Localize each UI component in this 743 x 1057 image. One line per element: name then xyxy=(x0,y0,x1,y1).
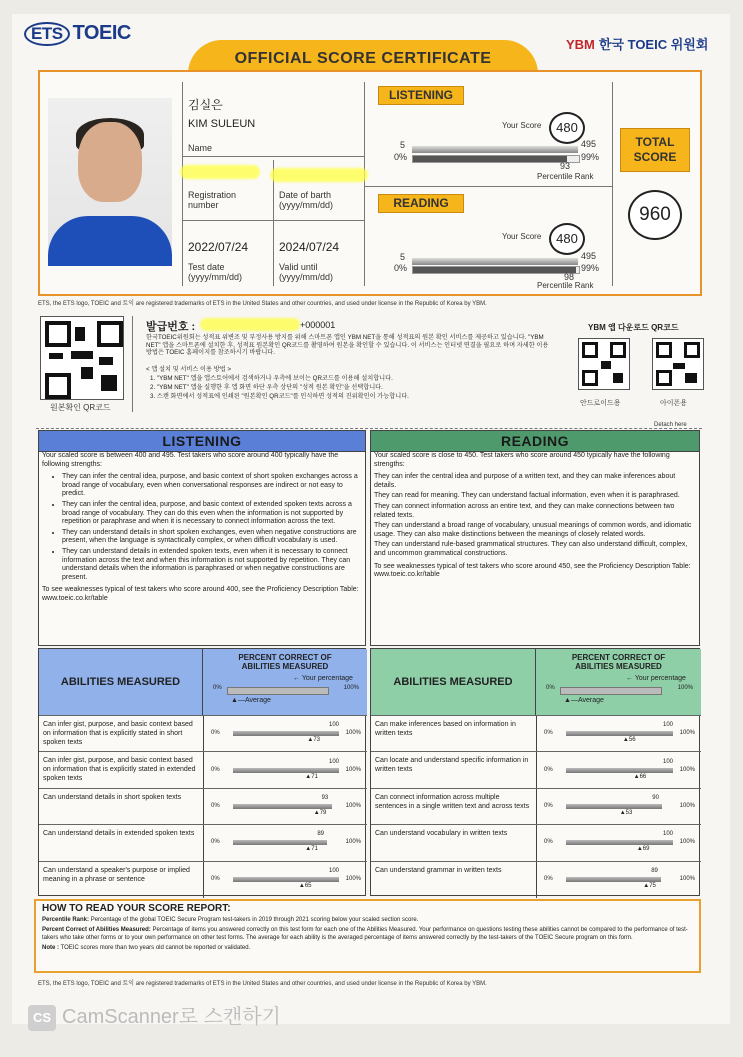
listening-max: 495 xyxy=(581,139,597,149)
reading-abilities-table xyxy=(370,648,700,896)
reading-strength: They can understand rule-based grammatical structures. They can also understand difficult, complex, and uncommon grammatical constructions. xyxy=(374,541,688,557)
hundred-label: 100% xyxy=(343,685,359,691)
reading-percentile-track xyxy=(412,266,580,274)
download-qr-title: YBM 앱 다운로드 QR코드 xyxy=(588,323,679,332)
divider xyxy=(182,220,364,221)
ability-row xyxy=(39,788,367,824)
percentile-rank-label: Percentile Rank: xyxy=(42,917,90,923)
listening-intro: Your scaled score is between 400 and 495. Test takers who score around 400 typically have the following strengths: xyxy=(42,452,339,468)
hundred-label: 100% xyxy=(345,766,361,773)
ability-row xyxy=(371,715,701,751)
average-legend: ▲—Average xyxy=(231,697,271,704)
your-percentage-value: 100 xyxy=(663,722,674,729)
average-value: ▲65 xyxy=(298,882,312,889)
zero-label: 0% xyxy=(211,802,220,809)
hundred-label: 100% xyxy=(677,685,693,691)
verify-steps-title: < 앱 설치 및 서비스 이용 방법 > xyxy=(146,366,232,373)
hundred-label: 100% xyxy=(679,766,695,773)
zero-label: 0% xyxy=(211,730,220,737)
listening-strength: • They can understand details in short spoken exchanges, even when negative constructions are present, when the language is syntactically complex, or when difficult vocabulary is used. xyxy=(62,529,362,546)
your-percentage-bar xyxy=(566,840,673,845)
reading-tag: READING xyxy=(378,194,464,213)
reading-strength: They can connect information across an entire text, and they can make connections between two related texts. xyxy=(374,502,675,519)
legend-bar xyxy=(227,687,329,695)
your-percentage-value: 89 xyxy=(651,867,658,874)
reading-percentile-fill xyxy=(413,267,576,273)
valid-until-label: Valid until (yyyy/mm/dd) xyxy=(279,262,333,282)
average-value: ▲71 xyxy=(305,773,318,780)
your-percentage-legend: ← Your percentage xyxy=(293,675,353,682)
ability-label: Can understand details in extended spoken texts xyxy=(43,830,195,838)
divider xyxy=(364,82,365,286)
bottom-trademark: ETS, the ETS logo, TOEIC and 토익 are registered trademarks of ETS in the United States and other countries, and used under license in the Republic of Korea by YBM. xyxy=(38,981,487,987)
ability-row xyxy=(39,824,367,860)
your-percentage-bar xyxy=(566,731,673,736)
your-percentage-bar xyxy=(233,877,339,882)
zero-label: 0% xyxy=(546,685,555,691)
camscanner-watermark xyxy=(28,1000,281,1031)
percent-correct-label: Percent Correct of Abilities Measured: xyxy=(42,927,151,934)
reading-pct-min: 0% xyxy=(394,263,408,273)
average-value: ▲69 xyxy=(636,846,650,853)
your-percentage-value: 100 xyxy=(663,758,674,765)
redacted-birthdate xyxy=(270,168,368,182)
redacted-issue-number xyxy=(200,318,300,331)
ability-label: Can understand vocabulary in written texts xyxy=(375,830,508,838)
zero-label: 0% xyxy=(211,875,220,882)
android-label: 안드로이드용 xyxy=(580,400,621,407)
ability-label: Can infer gist, purpose, and basic context based on information that is explicitly stated in short spoken texts xyxy=(43,721,193,746)
note-text: TOEIC scores more than two years old cannot be reported or validated. xyxy=(60,945,251,952)
your-percentage-value: 90 xyxy=(652,794,659,801)
listening-outro: To see weaknesses typical of test takers who score around 400, see the Proficiency Description Table: www.toeic.co.kr/table xyxy=(42,586,359,602)
total-label-line1: TOTAL xyxy=(635,135,675,149)
listening-abilities-table xyxy=(38,648,366,896)
reading-strength: They can read for meaning. They can understand factual information, even when it is paraphrased. xyxy=(374,492,680,500)
percent-correct-text: Percentage of items you answered correctly on this test form for each one of the Abilities Measured. Your performance on questions testing these abilities cannot be compared to the performance of test-takers who take other forms or to your own performance on other test forms. The average for each ability is the averaged percentage of items answered correctly by the test-takers of the TOEIC Secure program on this form. xyxy=(42,927,688,941)
listening-percentile-fill xyxy=(413,156,567,162)
name-korean: 김실은 xyxy=(188,98,223,112)
zero-label: 0% xyxy=(213,685,222,691)
hundred-label: 100% xyxy=(679,730,695,737)
average-legend: ▲—Average xyxy=(564,697,604,704)
abilities-title: ABILITIES MEASURED xyxy=(371,649,536,715)
your-percentage-value: 100 xyxy=(329,722,340,729)
total-label-line2: SCORE xyxy=(633,150,677,164)
toeic-wordmark: TOEIC xyxy=(72,22,131,44)
ability-row xyxy=(371,824,701,860)
valid-until: 2024/07/24 xyxy=(279,240,340,254)
ability-label: Can understand details in short spoken texts xyxy=(43,793,182,801)
your-percentage-value: 89 xyxy=(317,831,325,838)
listening-strength: • They can understand details in extended spoken texts, even when it is necessary to connect information across the text and when this information is not supported by repetition. They can understand details when the information is paraphrased or when negative constructions are present. xyxy=(62,548,362,582)
your-percentage-bar xyxy=(233,731,339,736)
issue-number-label: 발급번호 : xyxy=(146,321,196,333)
registration-label: Registration number xyxy=(188,190,237,210)
listening-panel-title: LISTENING xyxy=(38,430,366,452)
ets-mark: ETS xyxy=(24,22,70,46)
reading-pct-max: 99% xyxy=(581,263,600,273)
ability-row xyxy=(371,788,701,824)
average-value: ▲71 xyxy=(305,846,318,853)
hundred-label: 100% xyxy=(345,875,361,882)
divider xyxy=(612,82,613,286)
test-date: 2022/07/24 xyxy=(188,240,249,254)
zero-label: 0% xyxy=(211,839,220,846)
your-percentage-legend: ← Your percentage xyxy=(626,675,686,682)
verify-instructions: 한국TOEIC위원회는 성적표 위변조 및 부정사용 방지를 위해 스마트폰 앱인 YBM NET을 통해 성적표의 원본 확인 서비스를 제공하고 있습니다. "YBM NET" 앱을 스마트폰에 설치한 후, 성적표 원본확인 QR코드를 촬영하여 원본을 확인할 수 있습니다. 이 서비스는 인터넷 연결을 필요로 하며 자세한 이용방법은 TOEIC 홈페이지를 참조하시기 바랍니다. xyxy=(146,334,549,357)
total-score-label xyxy=(620,128,690,172)
percentile-rank-text: Percentage of the global TOEIC Secure Program test-takers in 2019 through 2021 scoring below your scaled section score. xyxy=(90,917,419,923)
verify-step-1: 1. "YBM NET" 앱을 앱스토어에서 검색하거나 우측에 보이는 QR코드를 이용해 설치합니다. xyxy=(150,375,393,382)
android-qr-code[interactable] xyxy=(578,338,630,390)
listening-percentile: 93 xyxy=(560,161,571,171)
zero-label: 0% xyxy=(544,839,553,846)
verify-step-2: 2. "YBM NET" 앱을 실행한 후 앱 화면 하단 우측 상단의 "성적 원본 확인"을 선택합니다. xyxy=(150,384,383,391)
trademark-note: ETS, the ETS logo, TOEIC and 토익 are registered trademarks of ETS in the United States and other countries, and used under license in the Republic of Korea by YBM. xyxy=(38,301,487,307)
listening-panel-text xyxy=(42,452,362,604)
zero-label: 0% xyxy=(544,875,553,882)
how-to-title: HOW TO READ YOUR SCORE REPORT: xyxy=(42,903,231,914)
listening-score-bar xyxy=(412,146,578,153)
reading-min: 5 xyxy=(400,252,406,262)
issue-number-tail: +000001 xyxy=(300,320,336,330)
hundred-label: 100% xyxy=(679,802,695,809)
ability-label: Can locate and understand specific information in written texts xyxy=(375,757,529,774)
reading-percentile-label: Percentile Rank xyxy=(537,281,594,290)
iphone-qr-code[interactable] xyxy=(652,338,704,390)
hundred-label: 100% xyxy=(679,839,695,846)
ability-label: Can understand a speaker's purpose or implied meaning in a phrase or sentence xyxy=(43,866,190,883)
zero-label: 0% xyxy=(544,730,553,737)
your-percentage-value: 100 xyxy=(329,758,340,765)
reading-strength: They can infer the central idea and purpose of a written text, and they can make inferences about details. xyxy=(374,473,676,489)
listening-score: 480 xyxy=(549,112,585,144)
reading-score: 480 xyxy=(549,223,585,255)
ybm-mark: YBM xyxy=(566,37,595,52)
camscanner-logo-icon: CS xyxy=(28,1005,56,1031)
divider xyxy=(364,186,612,187)
your-percentage-bar xyxy=(233,768,339,773)
your-percentage-bar xyxy=(566,768,673,773)
total-score: 960 xyxy=(628,190,682,240)
listening-pct-max: 99% xyxy=(581,152,600,162)
birth-label: Date of barth (yyyy/mm/dd) xyxy=(279,190,333,210)
listening-your-score-label: Your Score xyxy=(502,121,542,130)
your-percentage-bar xyxy=(566,877,661,882)
reading-outro: To see weaknesses typical of test takers who score around 450, see the Proficiency Description Table: www.toeic.co.kr/table xyxy=(374,562,691,579)
zero-label: 0% xyxy=(544,766,553,773)
listening-strength: • They can infer the central idea, purpose, and basic context of extended spoken texts across a broad range of vocabulary. They can do this even when the information is not supported by repetition or paraphrase and when it is necessary to connect information across the text. xyxy=(62,501,362,527)
hundred-label: 100% xyxy=(345,730,361,737)
average-value: ▲75 xyxy=(643,882,656,889)
ability-row xyxy=(371,861,701,897)
zero-label: 0% xyxy=(544,802,553,809)
detach-line xyxy=(36,428,702,429)
abilities-title: ABILITIES MEASURED xyxy=(39,649,203,715)
ability-label: Can understand grammar in written texts xyxy=(375,866,502,874)
average-value: ▲56 xyxy=(622,737,636,744)
listening-tag: LISTENING xyxy=(378,86,464,105)
divider xyxy=(182,82,183,286)
divider xyxy=(182,156,364,157)
verify-qr-code xyxy=(40,316,124,400)
your-percentage-bar xyxy=(233,840,327,845)
listening-strength: • They can infer the central idea, purpose, and basic context of short spoken exchanges across a broad range of vocabulary, even when conversational responses are indirect or not easy to predict. xyxy=(62,473,362,499)
ability-row xyxy=(39,715,367,751)
average-value: ▲73 xyxy=(307,737,321,744)
reading-panel-text xyxy=(374,452,696,580)
zero-label: 0% xyxy=(211,766,220,773)
reading-intro: Your scaled score is close to 450. Test takers who score around 450 typically have the following strengths: xyxy=(374,452,670,468)
ybm-logo xyxy=(566,34,708,53)
reading-score-bar xyxy=(412,258,578,265)
your-percentage-value: 93 xyxy=(321,794,329,801)
percent-correct-title: PERCENT CORRECT OF ABILITIES MEASURED xyxy=(571,653,666,671)
average-value: ▲53 xyxy=(619,809,633,816)
iphone-label: 아이폰용 xyxy=(660,400,688,407)
ability-label: Can connect information across multiple sentences in a single written text and across texts xyxy=(375,793,530,810)
ability-row xyxy=(39,861,367,897)
legend-bar xyxy=(560,687,662,695)
reading-max: 495 xyxy=(581,251,597,261)
name-label: Name xyxy=(188,143,213,153)
reading-strength: They can understand a broad range of vocabulary, unusual meanings of common words, and idiomatic usage. They can also make distinctions between the meanings of closely related words. xyxy=(374,522,692,538)
ets-toeic-logo xyxy=(24,22,131,46)
certificate-title: OFFICIAL SCORE CERTIFICATE xyxy=(188,40,538,74)
how-to-text xyxy=(42,917,696,953)
ability-label: Can make inferences based on information in written texts xyxy=(375,721,516,737)
ability-row xyxy=(371,751,701,787)
listening-percentile-label: Percentile Rank xyxy=(537,172,594,181)
detach-here: Detach here xyxy=(654,422,687,428)
listening-min: 5 xyxy=(400,140,406,150)
note-label: Note : xyxy=(42,945,59,952)
candidate-photo xyxy=(48,98,172,266)
verify-qr-caption: 원본확인 QR코드 xyxy=(50,403,111,412)
test-date-label: Test date (yyyy/mm/dd) xyxy=(188,262,242,282)
listening-percentile-track xyxy=(412,155,580,163)
listening-pct-min: 0% xyxy=(394,152,408,162)
reading-your-score-label: Your Score xyxy=(502,232,542,241)
hundred-label: 100% xyxy=(345,802,361,809)
hundred-label: 100% xyxy=(345,839,361,846)
reading-panel-title: READING xyxy=(370,430,700,452)
name-english: KIM SULEUN xyxy=(188,118,256,130)
average-value: ▲66 xyxy=(633,773,647,780)
divider xyxy=(132,316,133,412)
hundred-label: 100% xyxy=(679,875,695,882)
reading-percentile: 98 xyxy=(564,272,575,282)
your-percentage-bar xyxy=(233,804,332,809)
average-value: ▲79 xyxy=(313,809,327,816)
percent-correct-title: PERCENT CORRECT OF ABILITIES MEASURED xyxy=(238,653,332,671)
your-percentage-value: 100 xyxy=(663,831,674,838)
ability-label: Can infer gist, purpose, and basic context based on information that is explicitly stated in extended spoken texts xyxy=(43,757,196,783)
ybm-committee: 한국 TOEIC 위원회 xyxy=(598,37,709,52)
ability-row xyxy=(39,751,367,787)
your-percentage-value: 100 xyxy=(329,867,340,874)
verify-step-3: 3. 스캔 화면에서 성적표에 인쇄된 "원본확인 QR코드"를 인식하면 성적의 진위확인이 가능합니다. xyxy=(150,393,409,400)
redacted-registration xyxy=(180,165,260,179)
camscanner-text: CamScanner로 스캔하기 xyxy=(62,1006,281,1028)
your-percentage-bar xyxy=(566,804,662,809)
